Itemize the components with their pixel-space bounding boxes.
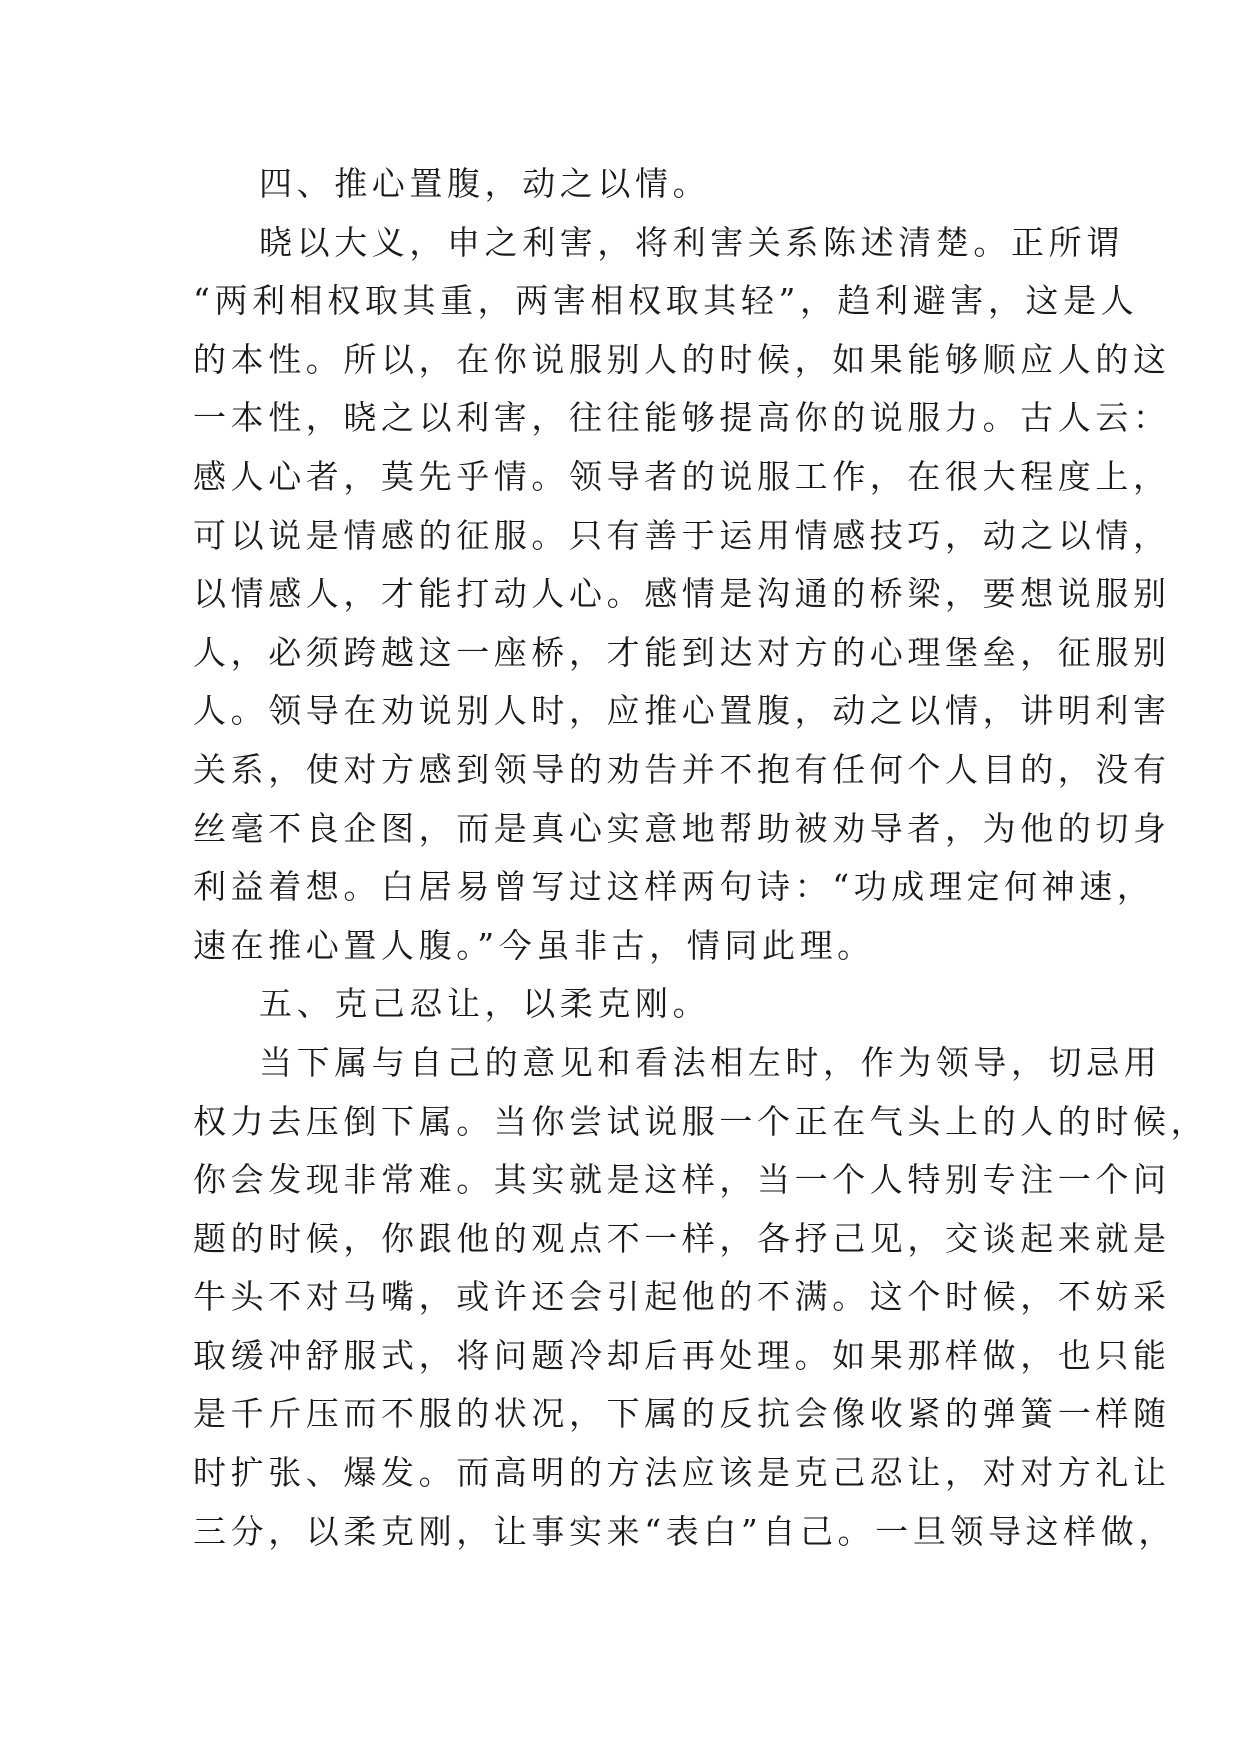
paragraph-line: 以情感人，才能打动人心。感情是沟通的桥梁，要想说服别 <box>193 574 1171 614</box>
paragraph-line: 当下属与自己的意见和看法相左时，作为领导，切忌用 <box>259 1042 1162 1082</box>
paragraph-line: 一本性，晓之以利害，往往能够提高你的说服力。古人云： <box>193 398 1171 438</box>
paragraph-line: 速在推心置人腹。”今虽非古，情同此理。 <box>193 925 875 965</box>
paragraph-line: 时扩张、爆发。而高明的方法应该是克己忍让，对对方礼让 <box>193 1453 1171 1493</box>
section-heading-four: 四、推心置腹，动之以情。 <box>259 164 711 203</box>
paragraph-line: 人，必须跨越这一座桥，才能到达对方的心理堡垒，征服别 <box>193 632 1171 672</box>
paragraph-line: 关系，使对方感到领导的劝告并不抱有任何个人目的，没有 <box>193 749 1171 789</box>
paragraph-line: 是千斤压而不服的状况，下属的反抗会像收紧的弹簧一样随 <box>193 1394 1171 1434</box>
paragraph-line: 牛头不对马嘴，或许还会引起他的不满。这个时候，不妨采 <box>193 1277 1171 1317</box>
paragraph-line: 丝毫不良企图，而是真心实意地帮助被劝导者，为他的切身 <box>193 808 1171 848</box>
document-body <box>193 155 1209 1561</box>
paragraph-line: 的本性。所以，在你说服别人的时候，如果能够顺应人的这 <box>193 339 1171 379</box>
paragraph-line: 权力去压倒下属。当你尝试说服一个正在气头上的人的时候， <box>193 1101 1209 1141</box>
paragraph-line: 晓以大义，申之利害，将利害关系陈述清楚。正所谓 <box>259 222 1124 262</box>
section-heading-five: 五、克己忍让，以柔克刚。 <box>259 984 711 1024</box>
paragraph-line: 利益着想。白居易曾写过这样两句诗：“功成理定何神速， <box>193 867 1155 907</box>
paragraph-line: 感人心者，莫先乎情。领导者的说服工作，在很大程度上， <box>193 456 1171 496</box>
paragraph-line: 题的时候，你跟他的观点不一样，各抒己见，交谈起来就是 <box>193 1218 1171 1258</box>
paragraph-line: 三分，以柔克刚，让事实来“表白”自己。一旦领导这样做， <box>193 1511 1176 1551</box>
paragraph-line: 取缓冲舒服式，将问题冷却后再处理。如果那样做，也只能 <box>193 1335 1171 1375</box>
paragraph-line: 人。领导在劝说别人时，应推心置腹，动之以情，讲明利害 <box>193 691 1171 731</box>
paragraph-line: 你会发现非常难。其实就是这样，当一个人特别专注一个问 <box>193 1160 1171 1200</box>
paragraph-line: 可以说是情感的征服。只有善于运用情感技巧，动之以情， <box>193 515 1171 555</box>
paragraph-line: “两利相权取其重，两害相权取其轻”，趋利避害，这是人 <box>193 281 1139 321</box>
